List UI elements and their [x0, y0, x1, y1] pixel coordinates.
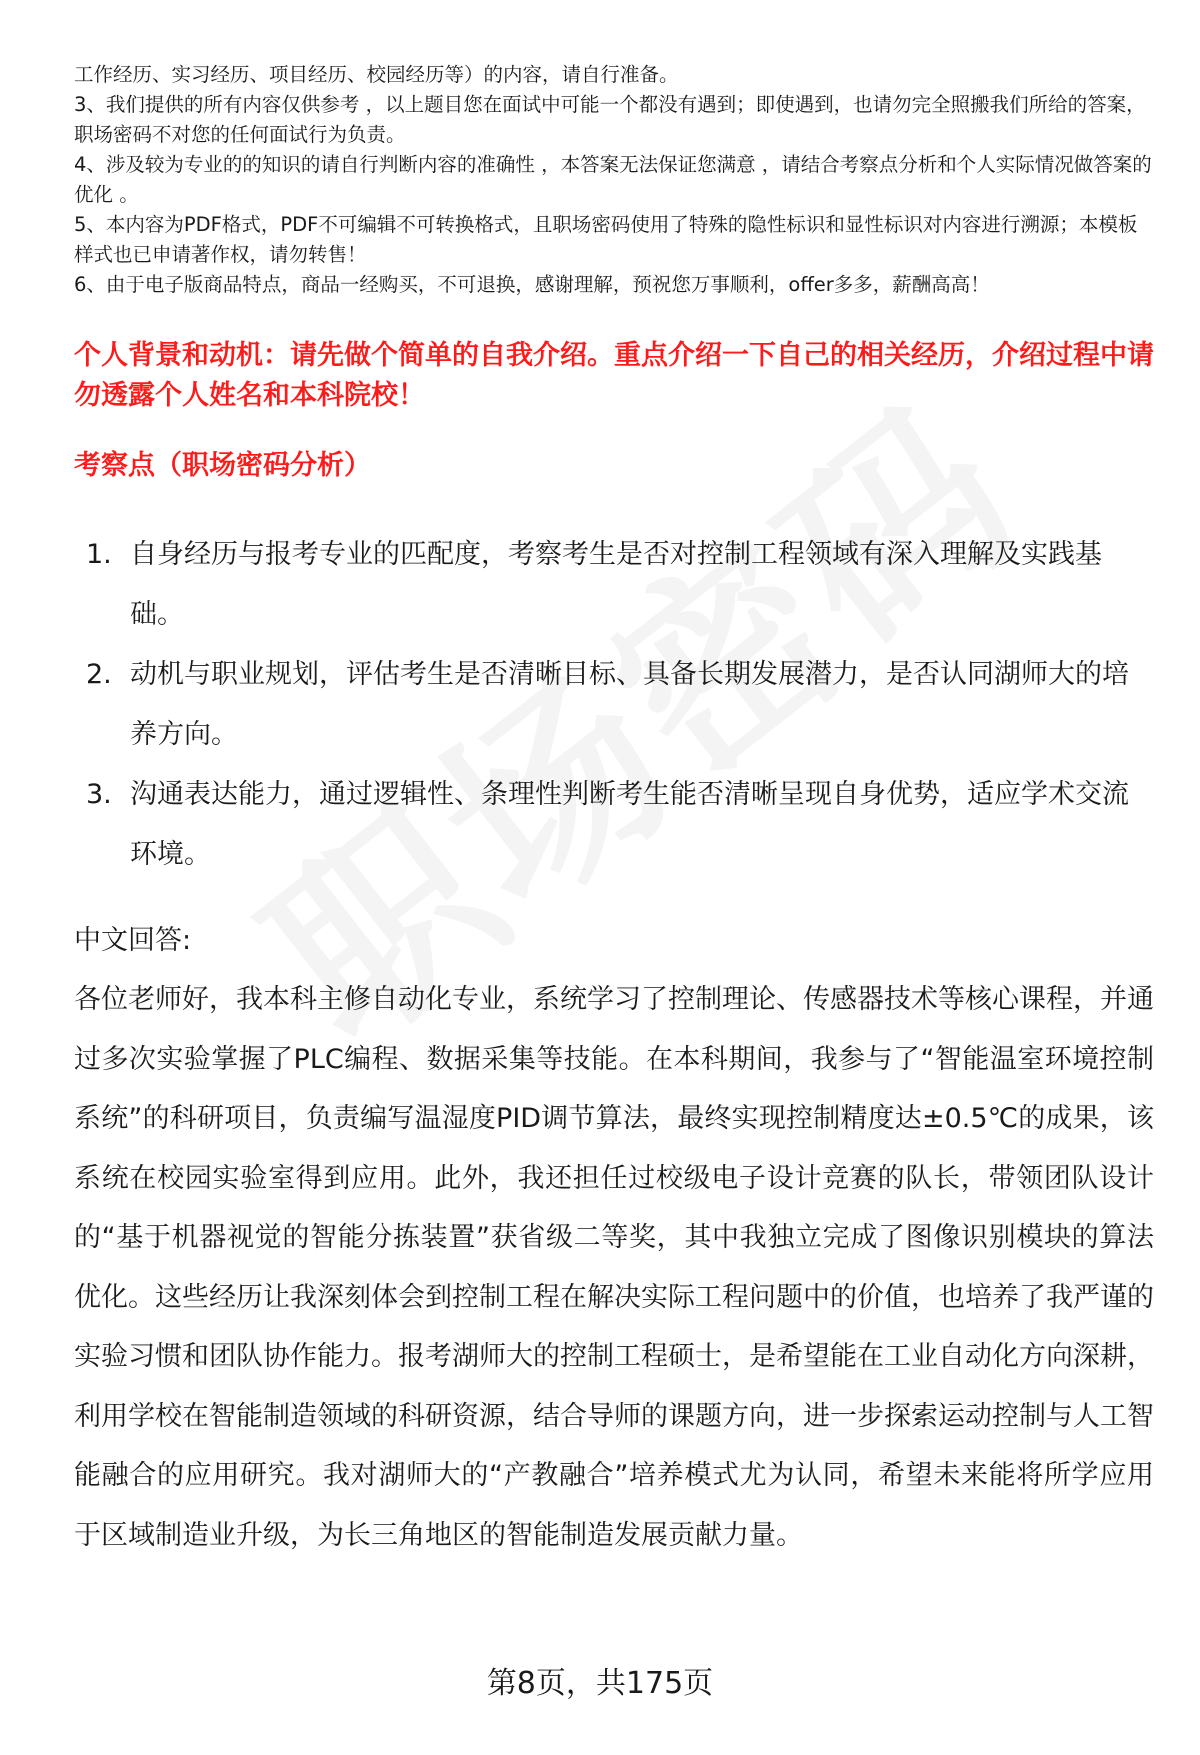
answer-paragraph: 各位老师好，我本科主修自动化专业，系统学习了控制理论、传感器技术等核心课程，并通过多次实验掌握了PLC编程、数据采集等技能。在本科期间，我参与了“智能温室环境控制系统”的科研项目，负责编写温湿度PID调节算法，最终实现控制精度达±0.5℃的成果，该系统在校园实验室得到应用。此外，我还担任过校级电子设计竞赛的队长，带领团队设计的“基于机器视觉的智能分拣装置”获省级二等奖，其中我独立完成了图像识别模块的算法优化。这些经历让我深刻体会到控制工程在解决实际工程问题中的价值，也培养了我严谨的实验习惯和团队协作能力。报考湖师大的控制工程硕士，是希望能在工业自动化方向深耕，利用学校在智能制造领域的科研资源，结合导师的课题方向，进一步探索运动控制与人工智能融合的应用研究。我对湖师大的“产教融合”培养模式尤为认同，希望未来能将所学应用于区域制造业升级，为长三角地区的智能制造发展贡献力量。: [74, 984, 1154, 1551]
section-title: 考察点（职场密码分析）: [74, 450, 371, 481]
note-line: 5、本内容为PDF格式，PDF不可编辑不可转换格式，且职场密码使用了特殊的隐性标识和显性标识对内容进行溯源；本模板样式也已申请著作权，请勿转售！: [74, 213, 1138, 266]
page-number-footer: 第8页，共175页: [486, 1666, 714, 1701]
notes-block: [74, 60, 1154, 300]
list-number: 2.: [86, 659, 112, 690]
list-number: 1.: [86, 539, 112, 570]
list-item: [74, 765, 1154, 885]
note-line: 工作经历、实习经历、项目经历、校园经历等）的内容，请自行准备。: [74, 63, 679, 86]
note-line: 4、涉及较为专业的的知识的请自行判断内容的准确性 ，本答案无法保证您满意 ，请结合考察点分析和个人实际情况做答案的优化 。: [74, 153, 1152, 206]
list-item-text: 动机与职业规划，评估考生是否清晰目标、具备长期发展潜力，是否认同湖师大的培养方向。: [130, 659, 1129, 750]
list-item-text: 沟通表达能力，通过逻辑性、条理性判断考生能否清晰呈现自身优势，适应学术交流环境。: [130, 779, 1129, 870]
note-line: 3、我们提供的所有内容仅供参考 ，以上题目您在面试中可能一个都没有遇到；即使遇到，也请勿完全照搬我们所给的答案，职场密码不对您的任何面试行为负责。: [74, 93, 1146, 146]
list-number: 3.: [86, 779, 112, 810]
question-heading: 个人背景和动机：请先做个简单的自我介绍。重点介绍一下自己的相关经历，介绍过程中请勿透露个人姓名和本科院校！: [74, 340, 1154, 411]
answer-label: 中文回答:: [74, 925, 192, 956]
list-item-text: 自身经历与报考专业的匹配度，考察考生是否对控制工程领域有深入理解及实践基础。: [130, 539, 1102, 630]
note-line: 6、由于电子版商品特点，商品一经购买，不可退换，感谢理解，预祝您万事顺利，offer多多，薪酬高高！: [74, 273, 990, 296]
assessment-points-list: [74, 525, 1154, 885]
list-item: [74, 645, 1154, 765]
list-item: [74, 525, 1154, 645]
